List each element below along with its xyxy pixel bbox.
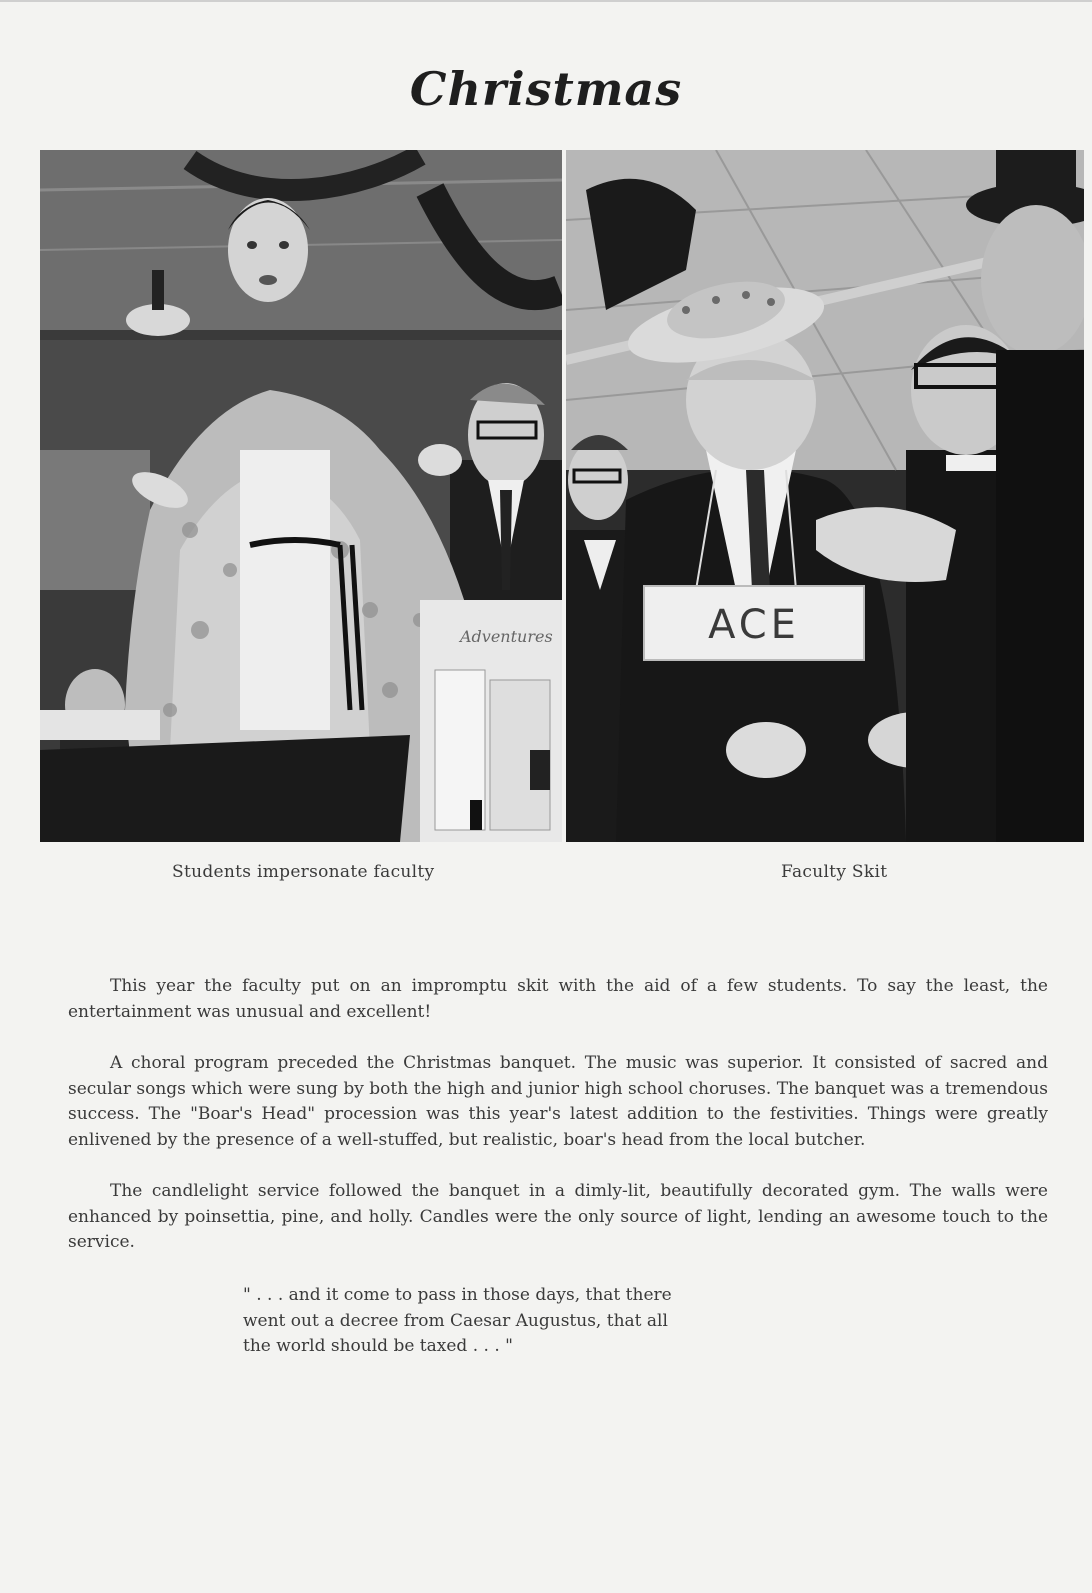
paragraph-choral-program: A choral program preceded the Christmas banquet. The music was superior. It consisted of sacred and secular songs which were sung by both the high and junior high school choruses. The banquet was a tremendous success. The "Boar's Head" procession was this year's latest addition to the festivities. Things were greatly enlivened by the presence of a well-stuffed, but realistic, boar's head from the local butcher. [68,1053,1048,1150]
quote-line: the world should be taxed . . . " [243,1336,513,1356]
caption-left: Students impersonate faculty [172,862,435,882]
photo-students-impersonate-faculty [40,150,562,842]
paragraph-faculty-skit: This year the faculty put on an impromptu skit with the aid of a few students. To say the least, the entertainment was unusual and excellent! [68,976,1048,1022]
ace-sign-text: ACE [708,602,800,648]
photo-faculty-skit [566,150,1084,842]
scripture-quote [243,1283,743,1360]
quote-line: " . . . and it come to pass in those days, that there [243,1285,672,1305]
caption-right: Faculty Skit [781,862,888,882]
book-sign-text: Adventures [460,627,553,646]
page-top-edge [0,0,1092,2]
paragraph-candlelight-service: The candlelight service followed the banquet in a dimly-lit, beautifully decorated gym. The walls were enhanced by poinsettia, pine, and holly. Candles were the only source of light, lending an awesome touch to the service. [68,1181,1048,1252]
page-title: Christmas [409,62,683,116]
quote-line: went out a decree from Caesar Augustus, that all [243,1310,668,1331]
